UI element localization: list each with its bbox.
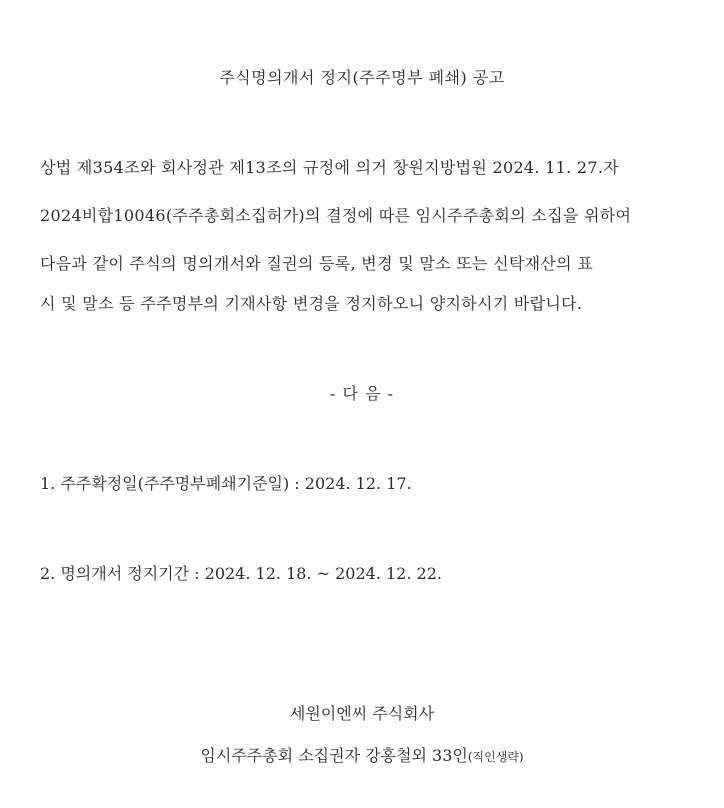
body-line-3: 다음과 같이 주식의 명의개서와 질권의 등록, 변경 및 말소 또는 신탁재산의 표: [40, 254, 594, 273]
seal-omitted-note: (직인생략): [467, 750, 524, 764]
next-heading: - 다 음 -: [330, 384, 394, 403]
body-line-4: 시 및 말소 등 주주명부의 기재사항 변경을 정지하오니 양지하시기 바랍니다.: [40, 294, 583, 313]
convener-name: 임시주주총회 소집권자 강홍철외 33인: [200, 746, 468, 765]
body-line-1: 상법 제354조와 회사정관 제13조의 규정에 의거 창원지방법원 2024. 11. 27.자: [40, 158, 620, 177]
convener-line: [0, 746, 724, 767]
list-item-record-date: 1. 주주확정일(주주명부폐쇄기준일) : 2024. 12. 17.: [40, 474, 412, 493]
company-name: 세원이엔씨 주식회사: [289, 704, 435, 723]
list-item-suspension-period: 2. 명의개서 정지기간 : 2024. 12. 18. ~ 2024. 12. 22.: [40, 564, 442, 583]
notice-title: 주식명의개서 정지(주주명부 폐쇄) 공고: [219, 68, 505, 87]
body-line-2: 2024비합10046(주주총회소집허가)의 결정에 따른 임시주주총회의 소집을 위하여: [40, 206, 632, 225]
